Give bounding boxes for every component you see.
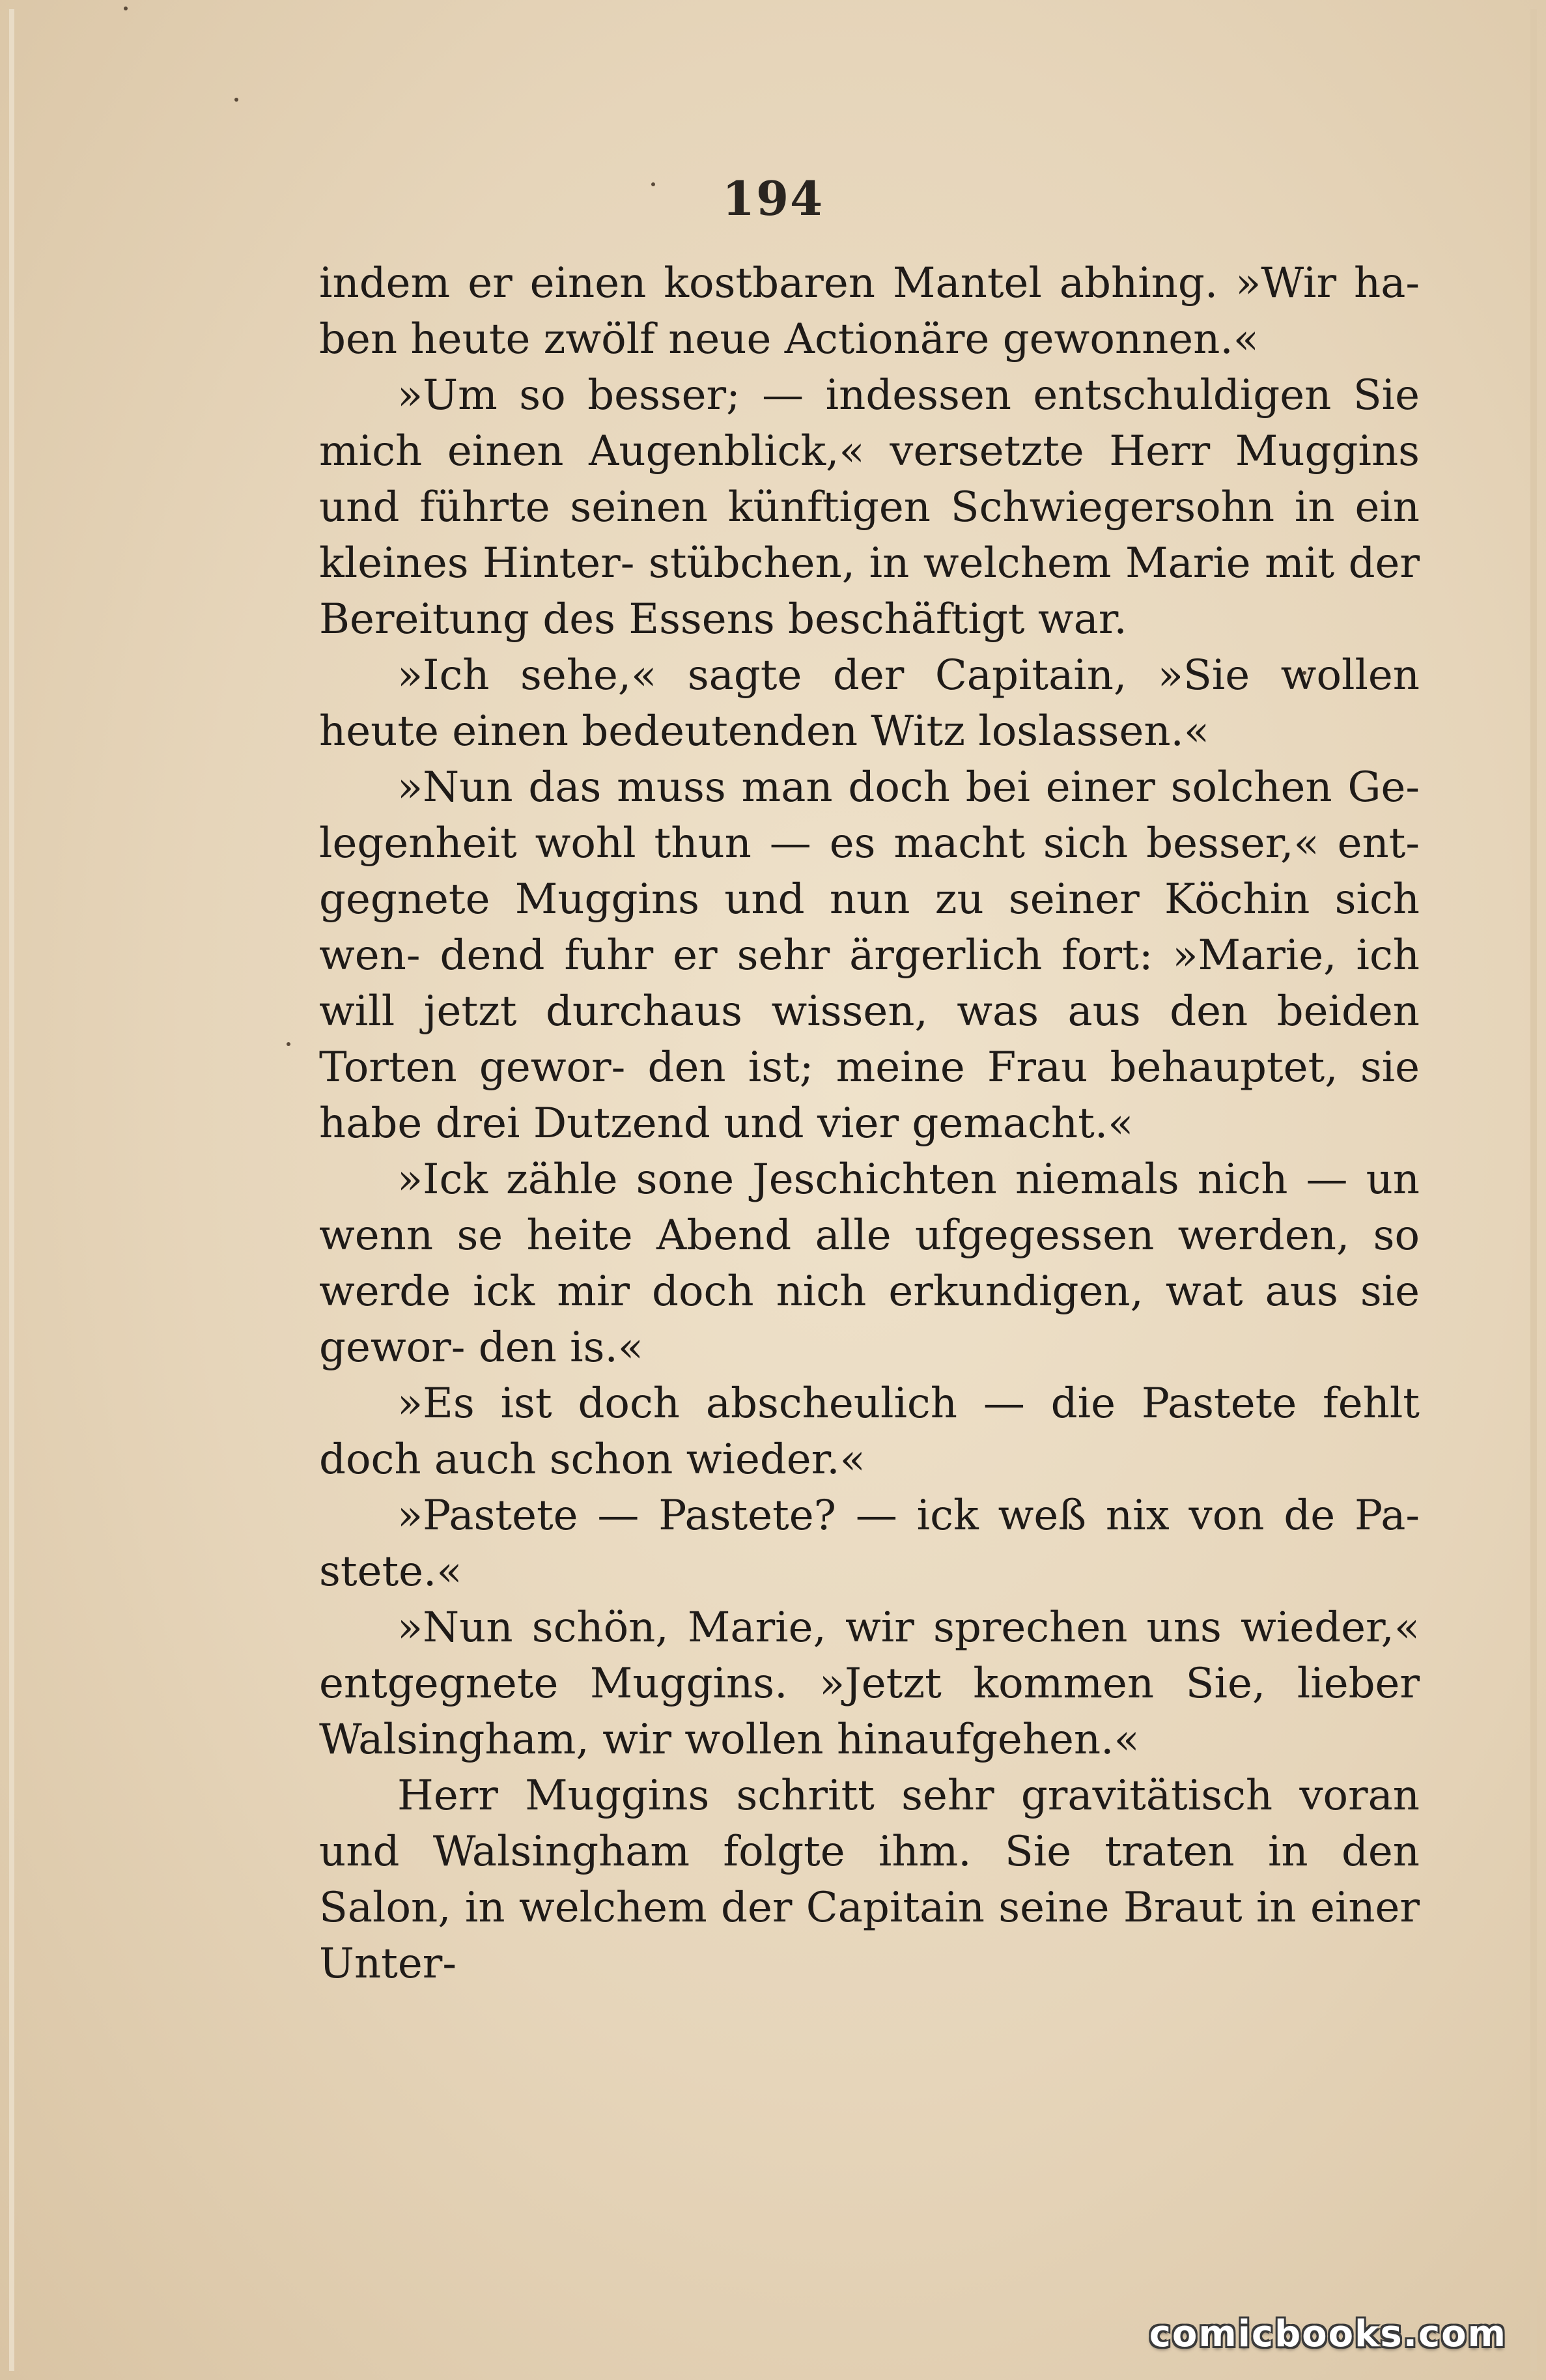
watermark: comicbooks.com — [1149, 2313, 1507, 2355]
paragraph: »Nun das muss man doch bei einer solchen Ge- legenheit wohl thun — es macht sich besser,« ent- gegnete Muggins und nun zu seiner Köchin sich wen- dend fuhr er sehr ärgerlich fort: »Marie, ich will jetzt durchaus wissen, was aus den beiden Torten gewor- den ist; meine Frau behauptet, sie habe drei Dutzend und vier gemacht.« — [319, 763, 1420, 1148]
paper-speck — [124, 7, 128, 10]
paragraph: »Nun schön, Marie, wir sprechen uns wieder,« entgegnete Muggins. »Jetzt kommen Sie, lieber Walsingham, wir wollen hinaufgehen.« — [319, 1604, 1420, 1764]
paragraph: »Ick zähle sone Jeschichten niemals nich — un wenn se heite Abend alle ufgegessen werden, so werde ick mir doch nich erkundigen, wat aus sie gewor- den is.« — [319, 1155, 1420, 1372]
paragraph: »Pastete — Pastete? — ick weß nix von de Pa- stete.« — [319, 1492, 1420, 1596]
paragraph: indem er einen kostbaren Mantel abhing. »Wir ha- ben heute zwölf neue Actionäre gewonnen.« — [319, 259, 1420, 363]
paragraph: »Ich sehe,« sagte der Capitain, »Sie wollen heute einen bedeutenden Witz loslassen.« — [319, 651, 1420, 756]
paper-speck — [234, 98, 238, 102]
page-number: 194 — [722, 171, 824, 226]
paragraph: »Um so besser; — indessen entschuldigen Sie mich einen Augenblick,« versetzte Herr Muggins und führte seinen künftigen Schwiegersohn in ein kleines Hinter- stübchen, in welchem Marie mit der Bereitung des Essens beschäftigt war. — [319, 371, 1420, 644]
paragraph: Herr Muggins schritt sehr gravitätisch voran und Walsingham folgte ihm. Sie traten in den Salon, in welchem der Capitain seine Braut in einer Unter- — [319, 1772, 1420, 1988]
paper-speck — [287, 1042, 290, 1046]
body-text — [319, 255, 1420, 1992]
paragraph: »Es ist doch abscheulich — die Pastete fehlt doch auch schon wieder.« — [319, 1380, 1420, 1484]
